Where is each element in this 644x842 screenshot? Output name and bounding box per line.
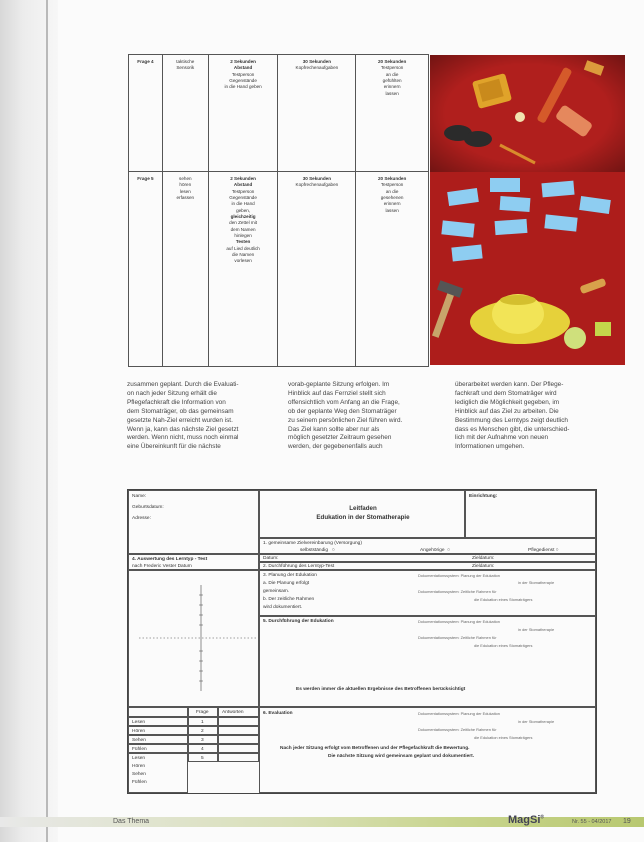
section-planung — [259, 570, 596, 616]
name-card — [500, 196, 531, 212]
text-line: werden, der gegebenenfalls auch — [288, 443, 383, 451]
text-line: Hinblick auf das Fernziel stellt sich — [288, 389, 386, 397]
text-line: Hinblick auf das Ziel zu arbeiten. Die — [455, 407, 559, 415]
datum-row — [259, 554, 596, 562]
footer-gradient-bar — [0, 817, 644, 827]
text-line: Das Ziel kann sollte aber nur als — [288, 425, 380, 433]
doc-reference: Dokumentationssystem: Planung der Edukation — [418, 711, 500, 716]
step1-cell: 2 Sekunden Abstand Testperson Gegenstände in die Hand geben, gleichzeitig den Zettel mit dem Namen hinlegen Testen auf Lied deutlich die Namen vorlesen — [208, 172, 278, 367]
step2-cell: 30 Sekunden Kopfrechenaufgaben — [278, 172, 356, 367]
table-row: 4 — [188, 744, 218, 753]
section-title: 2. Durchführung des Lerntyp-Test — [263, 564, 335, 569]
section-evaluation — [259, 707, 596, 793]
frage-cell: Frage 4 — [129, 55, 163, 172]
text-line: gesetzte Nah-Ziel erreicht wurden ist. — [127, 416, 233, 424]
box-object — [595, 322, 611, 336]
zieldatum-label: Zieldatum: — [472, 564, 495, 569]
doc-reference: die Edukation eines Stomaträgers — [474, 597, 533, 602]
section-subtitle: nach Frederic Vester Datum — [132, 564, 192, 569]
name-label: Name: — [132, 494, 147, 499]
table-row: Lesen — [128, 717, 188, 726]
lerntyp-chart-area — [128, 570, 259, 707]
footer-section-label: Das Thema — [113, 818, 150, 825]
section-title: 4. Auswertung des Lerntyp - Test — [132, 557, 208, 562]
radio-circle-icon[interactable]: ○ — [555, 548, 559, 553]
cards-and-objects-photo — [430, 172, 625, 365]
footer-issue: Nr. 55 - 04/2017 — [572, 819, 612, 825]
step3-cell: 20 Sekunden Testperson an die gefühlten erinnern lassen — [356, 55, 429, 172]
section-lerntyp-test — [259, 562, 596, 570]
text-line: lediglich die Möglichkeit gegeben, im — [455, 398, 560, 406]
evaluation-note: Die nächste Sitzung wird gemeinsam geplant und dokumentiert. — [328, 754, 475, 759]
text-line: dem Stomaträger, ob das gemeinsam — [127, 407, 234, 415]
frage-answer-table — [128, 707, 259, 793]
doc-reference: in der Stomatherapie — [518, 580, 555, 585]
text-line: lich mit der Aufnahme von neuen — [455, 434, 549, 442]
table-head-frage: Frage — [188, 707, 218, 717]
magsi-logo: MagSi® — [508, 814, 545, 826]
text-line: zusammen geplant. Durch die Evaluati- — [127, 381, 239, 388]
name-card — [495, 219, 528, 235]
doc-reference: in der Stomatherapie — [518, 719, 555, 724]
text-column-3 — [455, 381, 615, 452]
section-title: 1. gemeinsame Zielvereinbarung (Versorgung) — [263, 541, 362, 546]
form-subtitle: Edukation in der Stomatherapie — [316, 514, 410, 521]
form-title: Leitfaden — [349, 505, 377, 512]
text-line: fachkraft und dem Stomaträger wird — [455, 389, 557, 397]
frage-table — [128, 54, 429, 367]
text-line: ob der geplante Weg den Stomaträger — [288, 407, 397, 415]
sense-cell: taktische Sensorik — [162, 55, 208, 172]
zieldatum-label: Zieldatum: — [472, 556, 495, 561]
text-line: überarbeitet werden kann. Der Pflege- — [455, 381, 564, 388]
radio-circle-icon[interactable]: ○ — [332, 548, 335, 553]
address-label: Adresse: — [132, 516, 151, 521]
doc-reference: Dokumentationssystem: Zeitliche Rahmen für — [418, 727, 497, 732]
section-title: 6. Evaluation — [263, 711, 293, 716]
text-line: vorab-geplante Sitzung erfolgen. Im — [288, 381, 390, 388]
name-card — [541, 181, 574, 198]
section-auswertung-header — [128, 554, 259, 570]
doc-reference: Dokumentationssystem: Planung der Edukation — [418, 619, 500, 624]
answer-cell[interactable] — [218, 717, 259, 726]
planung-line: a. Die Planung erfolgt — [263, 581, 310, 586]
tennis-ball-object — [564, 327, 586, 349]
doc-reference: Dokumentationssystem: Zeitliche Rahmen für — [418, 635, 497, 640]
text-line: möglich gesetzter Zeitraum gesehen — [288, 434, 392, 442]
planung-line: b. Der zeitliche Rahmen — [263, 597, 315, 602]
page-number: 19 — [623, 818, 631, 825]
text-line: eine Übereinkunft für die nächste — [127, 443, 221, 451]
doc-reference: in der Stomatherapie — [518, 627, 555, 632]
table-row: Lesen Hören Sehen Fühlen — [128, 753, 188, 793]
page-footer — [0, 803, 644, 842]
step3-cell: 20 Sekunden Testperson an die gesehenen erinnern lassen — [356, 172, 429, 367]
answer-cell[interactable] — [218, 744, 259, 753]
planung-line: wird dokumentiert. — [263, 605, 303, 610]
doc-reference: die Edukation eines Stomaträgers — [474, 643, 533, 648]
text-line: zu seinem persönlichen Ziel führen wird. — [288, 416, 403, 424]
leitfaden-form — [127, 489, 597, 794]
text-line: werden. Wenn nicht, muss noch einmal — [127, 434, 239, 442]
table-blank-head — [128, 707, 188, 717]
institution-label: Einrichtung: — [469, 494, 498, 499]
cup-rim — [500, 295, 536, 305]
text-column-1 — [127, 381, 287, 452]
text-column-2 — [288, 381, 448, 452]
durchfuehrung-note: Es werden immer die aktuellen Ergebnisse des Betroffenen berücksichtigt — [296, 687, 466, 692]
doc-reference: die Edukation eines Stomaträgers — [474, 735, 533, 740]
section-durchfuehrung — [259, 616, 596, 707]
doc-reference: Dokumentationssystem: Zeitliche Rahmen für — [418, 589, 497, 594]
answer-cell[interactable] — [218, 726, 259, 735]
doc-reference: Dokumentationssystem: Planung der Edukation — [418, 573, 500, 578]
frage-cell: Frage 5 — [129, 172, 163, 367]
text-line: on nach jeder Sitzung erhält die — [127, 389, 217, 397]
evaluation-note: Nach jeder Sitzung erfolgt vom Betroffenen und der Pflegefachkraft die Bewertung. — [280, 746, 470, 751]
step2-cell: 30 Sekunden Kopfrechenaufgaben — [278, 55, 356, 172]
frage-row — [129, 172, 429, 367]
radio-circle-icon[interactable]: ○ — [447, 548, 451, 553]
spine-fold-line — [46, 0, 48, 842]
institution-box — [465, 490, 596, 538]
text-line: Pflegefachkraft die Information von — [127, 398, 226, 406]
text-line: Informationen umgehen. — [455, 443, 525, 451]
answer-cell[interactable] — [218, 735, 259, 744]
objects-photo — [430, 55, 625, 172]
title-box — [259, 490, 465, 538]
table-row: Sehen — [128, 735, 188, 744]
page-spine-shadow — [0, 0, 58, 842]
glasses-object-2 — [464, 131, 492, 147]
datum-label: Datum: — [263, 556, 279, 561]
section-zielvereinbarung — [259, 538, 596, 554]
option-angehoerige[interactable]: Angehörige ○ — [420, 548, 451, 553]
text-line: dass es Menschen gibt, die unterschied- — [455, 425, 570, 433]
table-row: 5 — [188, 753, 218, 762]
personal-data-box — [128, 490, 259, 554]
text-line: Wenn ja, kann das nächste Ziel gesetzt — [127, 425, 239, 433]
section-title: 5. Durchführung der Edukation — [263, 619, 334, 624]
text-line: Bestimmung des Lerntyps zeigt deutlich — [455, 416, 568, 424]
text-line: offensichtlich vom Anfang an die Frage, — [288, 398, 400, 406]
birthdate-label: Geburtsdatum: — [132, 505, 164, 510]
planung-line: gemeinsam. — [263, 589, 290, 594]
table-row: Hören — [128, 726, 188, 735]
table-row: Fühlen — [128, 744, 188, 753]
sense-cell: sehen hören lesen erfassen — [162, 172, 208, 367]
option-pflegedienst[interactable]: Pflegedienst ○ — [528, 548, 559, 553]
table-row: 1 — [188, 717, 218, 726]
answer-cell[interactable] — [218, 753, 259, 762]
section-title: 3. Planung der Edukation — [263, 573, 317, 578]
name-card — [490, 178, 520, 192]
step1-cell: 2 Sekunden Abstand Testperson Gegenstände in die Hand geben — [208, 55, 278, 172]
table-row: 3 — [188, 735, 218, 744]
table-head-antworten: Antworten — [218, 707, 259, 717]
frage-row — [129, 55, 429, 172]
option-selbststaendig[interactable]: selbstständig ○ — [300, 548, 335, 553]
lerntyp-axes — [129, 571, 260, 708]
table-row: 2 — [188, 726, 218, 735]
ball-object — [515, 112, 525, 122]
